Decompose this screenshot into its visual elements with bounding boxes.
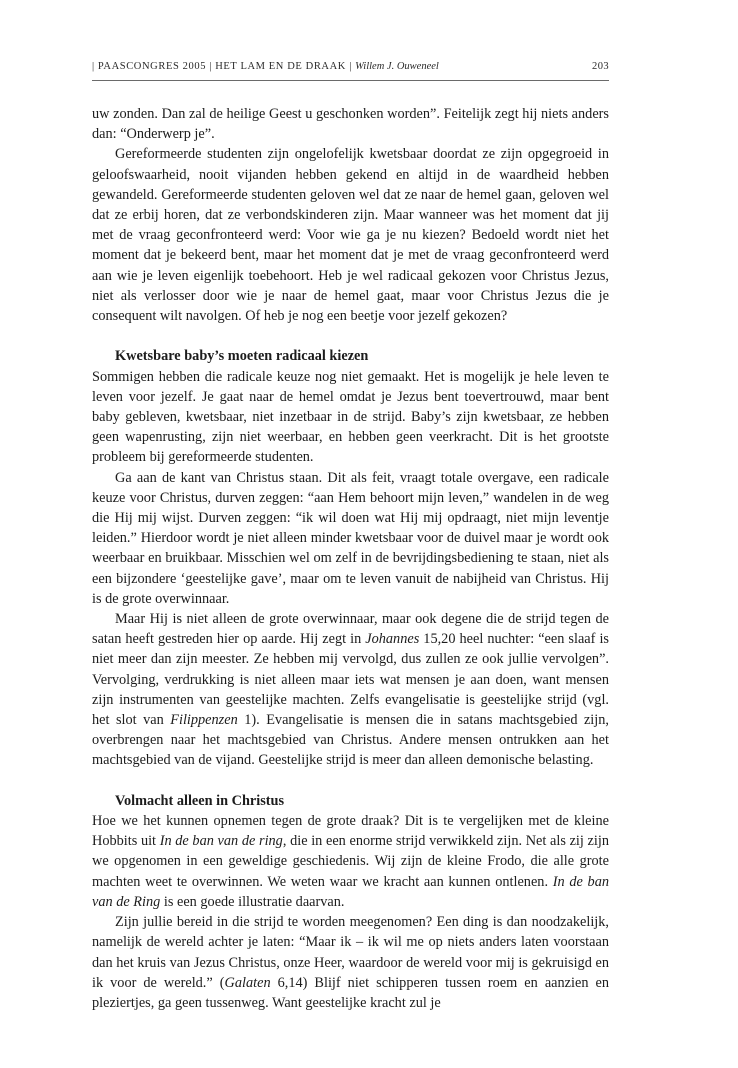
paragraph: Gereformeerde studenten zijn ongelofelijk kwetsbaar doordat ze zijn opgegroeid in geloofswaarheid, nooit vijanden hebben gekend en altijd in de waardheid hebben gewandeld. Gereformeerde studenten geloven wel dat ze naar de hemel gaan, geloven wel dat ze erbij horen, dat ze verbondskinderen zijn. Maar wanneer was het moment dat jij met de vraag geconfronteerd werd: Voor wie ga je nu kiezen? Bedoeld wordt niet het moment dat je bekeerd bent, maar het moment dat je met de vraag geconfronteerd werd aan wie je leven eigenlijk toebehoort. Heb je wel radicaal gekozen voor Christus Jezus, niet als verlosser door wie je naar de hemel gaat, maar voor Christus Jezus die je consequent wilt navolgen. Of heb je nog een beetje voor jezelf gekozen? [92, 146, 609, 325]
text-run: 1). Evangelisatie is mensen die in satans machtsgebied zijn, overbrengen naar het machtsgebied van Christus. Andere mensen ontrukken aan het machtsgebied van de vijand. Geestelijke strijd is meer dan alleen demonische belasting. [92, 712, 609, 769]
text-run: is een goede illustratie daarvan. [160, 893, 345, 910]
paragraph [92, 912, 609, 1013]
book-title: In de ban van de Ring [92, 873, 609, 910]
paragraph: Ga aan de kant van Christus staan. Dit als feit, vraagt totale overgave, een radicale keuze voor Christus, durven zeggen: “aan Hem behoort mijn leven,” wandelen in de weg die Hij mij wijst. Durven zeggen: “ik wil doen wat Hij mij opdraagt, niet mijn leventje leiden.” Hierdoor wordt je niet alleen minder kwetsbaar voor de duivel maar je wordt ook weerbaar en bruikbaar. Misschien wel om zelf in de bevrijdingsbediening te staan, niet als een bijzondere ‘geestelijke gave’, maar om te leven vanuit de nabijheid van Christus. Hij is de grote overwinnaar. [92, 469, 609, 607]
text-run: 6,14) Blijf niet schipperen tussen roem en aanzien en pleziertjes, ga geen tussenweg. Want geestelijke kracht zul je [92, 974, 609, 1011]
text-run: Zijn jullie bereid in die strijd te worden meegenomen? Een ding is dan noodzakelijk, namelijk de wereld achter je laten: “Maar ik – ik wil me op niets anders laten voorstaan dan het kruis van Jezus Christus, onze Heer, waardoor de wereld voor mij is gekruisigd en ik voor de wereld.” ( [92, 914, 609, 991]
section-heading: Kwetsbare baby’s moeten radicaal kiezen [115, 348, 369, 365]
header-rule [92, 80, 609, 81]
header-series: | PAASCONGRES 2005 | HET LAM EN DE DRAAK | [92, 61, 352, 72]
header-title [92, 61, 439, 72]
bible-reference: Galaten [224, 974, 271, 991]
page-number: 203 [592, 61, 609, 72]
text-run: 15,20 heel nuchter: “een slaaf is niet meer dan zijn meester. Ze hebben mij vervolgd, dus zullen ze ook jullie vervolgen”. Vervolging, verdrukking is niet alleen maar iets wat mensen je aan doen, want mensen zijn instrumenten van geestelijke machten. Zelfs evangelisatie is geestelijke strijd (vgl. het slot van [92, 631, 609, 729]
paragraph [92, 609, 609, 771]
text-run: , die in een enorme strijd verwikkeld zijn. Net als zij zijn we opgenomen in een geweldige geschiedenis. Wij zijn de kleine Frodo, die alle grote machten weet te overwinnen. We weten waar we kracht aan kunnen ontlenen. [92, 833, 609, 890]
header-author: Willem J. Ouweneel [355, 61, 439, 72]
page-body [92, 104, 609, 1013]
text-run: Maar Hij is niet alleen de grote overwinnaar, maar ook degene die de strijd tegen de satan heeft gestreden hier op aarde. Hij zegt in [92, 611, 609, 648]
text-run: Hoe we het kunnen opnemen tegen de grote draak? Dit is te vergelijken met de kleine Hobbits uit [92, 813, 609, 850]
paragraph [92, 811, 609, 912]
paragraph: Sommigen hebben die radicale keuze nog niet gemaakt. Het is mogelijk je hele leven te leven voor jezelf. Je gaat naar de hemel omdat je Jezus bent toevertrouwd, maar bent baby gebleven, kwetsbaar, niet inzetbaar in de strijd. Baby’s zijn kwetsbaar, ze hebben geen wapenrusting, zijn niet weerbaar, en hebben geen veerkracht. Dit is het grootste probleem bij gereformeerde studenten. [92, 368, 609, 466]
section-heading: Volmacht alleen in Christus [115, 792, 285, 809]
book-title: In de ban van de ring [159, 833, 283, 850]
running-header [92, 61, 609, 72]
paragraph: uw zonden. Dan zal de heilige Geest u geschonken worden”. Feitelijk zegt hij niets anders dan: “Onderwerp je”. [92, 106, 609, 143]
bible-reference: Johannes [365, 631, 420, 648]
bible-reference: Filippenzen [170, 712, 238, 729]
